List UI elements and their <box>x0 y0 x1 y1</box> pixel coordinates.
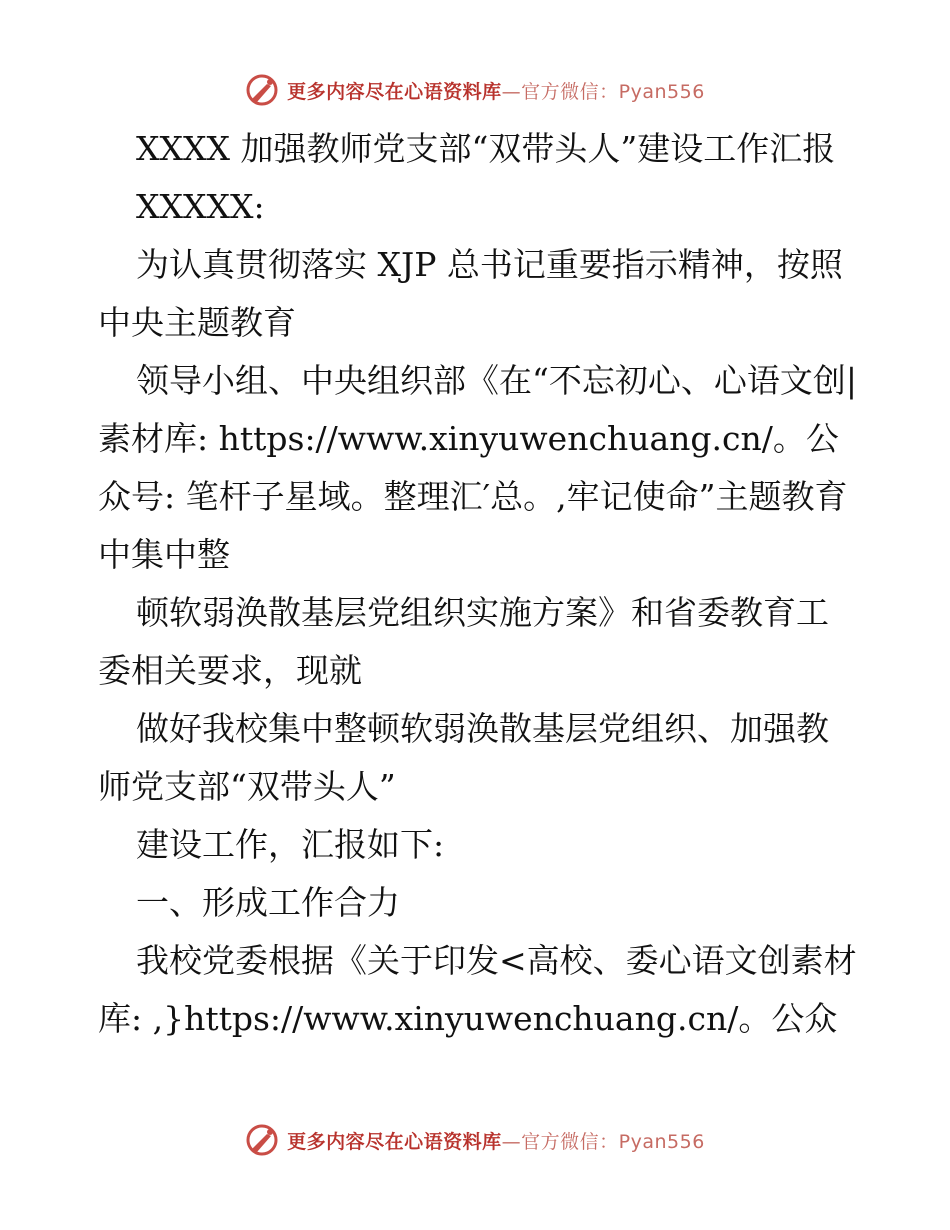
watermark-text: 更多内容尽在心语资料库—官方微信：Pyan556 <box>287 1130 705 1153</box>
paragraph: 做好我校集中整顿软弱涣散基层党组织、加强教师党支部“双带头人” <box>98 709 829 806</box>
paragraph: 建设工作，汇报如下: <box>136 825 445 864</box>
paragraph: 为认真贯彻落实 XJP 总书记重要指示精神，按照中央主题教育 <box>98 245 843 342</box>
brush-logo-icon <box>245 1123 279 1157</box>
watermark-footer <box>0 1120 950 1160</box>
salutation: XXXXX: <box>136 187 265 226</box>
document-body <box>98 120 858 1048</box>
watermark-header <box>0 70 950 110</box>
document-title: XXXX 加强教师党支部“双带头人”建设工作汇报 <box>136 129 836 168</box>
paragraph: 我校党委根据《关于印发<高校、委心语文创素材库: ,}https://www.xinyuwenchuang.cn/。公众 <box>98 941 857 1038</box>
paragraph: 顿软弱涣散基层党组织实施方案》和省委教育工委相关要求，现就 <box>98 593 829 690</box>
section-heading: 一、形成工作合力 <box>136 883 400 922</box>
brush-logo-icon <box>245 73 279 107</box>
watermark-text: 更多内容尽在心语资料库—官方微信：Pyan556 <box>287 80 705 103</box>
paragraph: 领导小组、中央组织部《在“不忘初心、心语文创|素材库: https://www.xinyuwenchuang.cn/。公众号: 笔杆子星域。整理汇′总。,牢记使命”主题教育中集中整 <box>98 361 857 574</box>
